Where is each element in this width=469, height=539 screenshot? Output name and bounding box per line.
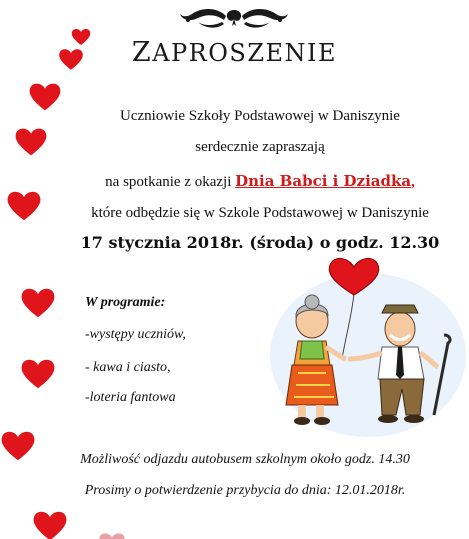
heart-icon — [20, 287, 56, 319]
heart-icon — [0, 430, 36, 462]
body-line-3 — [60, 172, 460, 191]
ornament-icon — [178, 4, 290, 32]
body-line-1: Uczniowie Szkoły Podstawowej w Daniszynie — [120, 108, 400, 124]
title-first-letter: Z — [131, 37, 153, 68]
event-date: 17 stycznia 2018r. (środa) o godz. 12.30 — [80, 233, 440, 252]
grandparents-illustration — [268, 255, 468, 440]
heart-icon — [58, 48, 84, 71]
heart-icon — [20, 358, 56, 390]
programme-item: - kawa i ciasto, — [85, 360, 171, 375]
occasion-comma: , — [411, 174, 415, 190]
programme-item: -loteria fantowa — [85, 390, 176, 405]
heart-icon — [98, 532, 126, 539]
footer-transport-note: Możliwość odjazdu autobusem szkolnym około godz. 14.30 — [80, 452, 410, 467]
heart-icon — [14, 127, 48, 157]
body-line-4: które odbędzie się w Szkole Podstawowej w Daniszynie — [91, 205, 429, 221]
programme-heading: W programie: — [85, 295, 166, 310]
programme-item: -występy uczniów, — [85, 327, 186, 342]
title-rest: APROSZENIE — [152, 39, 338, 67]
footer-rsvp-note: Prosimy o potwierdzenie przybycia do dnia: 12.01.2018r. — [84, 483, 406, 498]
heart-icon — [71, 28, 91, 46]
body-line-3-prefix: na spotkanie z okazji — [105, 174, 232, 190]
heart-icon — [28, 82, 62, 112]
body-line-2: serdecznie zapraszają — [195, 139, 325, 155]
heart-icon — [6, 190, 42, 222]
occasion-highlight: Dnia Babci i Dziadka — [235, 172, 412, 190]
heart-icon — [32, 510, 68, 539]
